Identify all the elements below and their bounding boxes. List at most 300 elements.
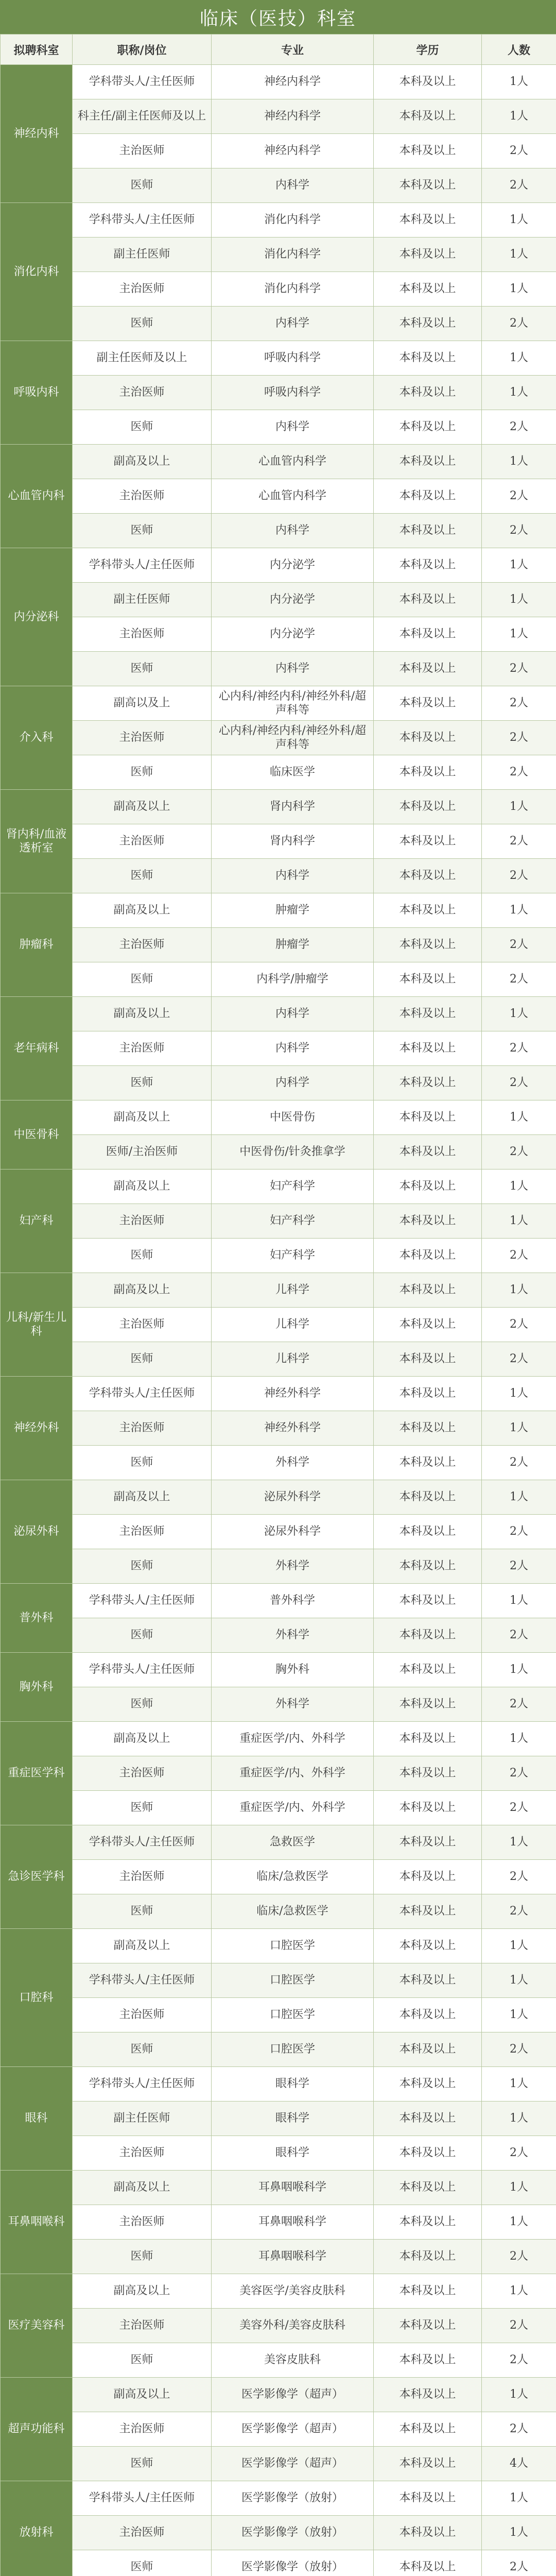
dept-cell: 神经外科 bbox=[1, 1377, 73, 1480]
position-cell: 主治医师 bbox=[73, 376, 212, 410]
dept-cell: 肿瘤科 bbox=[1, 893, 73, 997]
table-row bbox=[1, 1929, 556, 1963]
education-cell: 本科及以上 bbox=[374, 1031, 482, 1066]
major-cell: 美容外科/美容皮肤科 bbox=[212, 2309, 374, 2343]
education-cell: 本科及以上 bbox=[374, 99, 482, 134]
position-cell: 学科带头人/主任医师 bbox=[73, 1584, 212, 1618]
dept-cell: 医疗美容科 bbox=[1, 2274, 73, 2378]
table-row bbox=[1, 341, 556, 376]
education-cell: 本科及以上 bbox=[374, 1929, 482, 1963]
count-cell: 4人 bbox=[482, 2447, 556, 2481]
count-cell: 2人 bbox=[482, 2309, 556, 2343]
education-cell: 本科及以上 bbox=[374, 376, 482, 410]
table-row bbox=[1, 1446, 556, 1480]
position-cell: 医师 bbox=[73, 514, 212, 548]
table-row bbox=[1, 1791, 556, 1825]
table-row bbox=[1, 962, 556, 997]
count-cell: 2人 bbox=[482, 410, 556, 445]
major-cell: 泌尿外科学 bbox=[212, 1480, 374, 1515]
table-row bbox=[1, 1894, 556, 1929]
dept-cell: 口腔科 bbox=[1, 1929, 73, 2067]
table-row bbox=[1, 859, 556, 893]
position-cell: 医师 bbox=[73, 1791, 212, 1825]
table-row bbox=[1, 2067, 556, 2102]
position-cell: 学科带头人/主任医师 bbox=[73, 1653, 212, 1687]
count-cell: 1人 bbox=[482, 1377, 556, 1411]
count-cell: 1人 bbox=[482, 1584, 556, 1618]
position-cell: 主治医师 bbox=[73, 1756, 212, 1791]
count-cell: 1人 bbox=[482, 238, 556, 272]
table-row bbox=[1, 2378, 556, 2412]
education-cell: 本科及以上 bbox=[374, 2067, 482, 2102]
position-cell: 主治医师 bbox=[73, 1031, 212, 1066]
education-cell: 本科及以上 bbox=[374, 203, 482, 238]
count-cell: 2人 bbox=[482, 755, 556, 790]
education-cell: 本科及以上 bbox=[374, 1411, 482, 1446]
education-cell: 本科及以上 bbox=[374, 1135, 482, 1170]
count-cell: 2人 bbox=[482, 307, 556, 341]
education-cell: 本科及以上 bbox=[374, 2136, 482, 2171]
major-cell: 神经内科学 bbox=[212, 99, 374, 134]
position-cell: 医师 bbox=[73, 307, 212, 341]
major-cell: 外科学 bbox=[212, 1618, 374, 1653]
table-row bbox=[1, 721, 556, 755]
count-cell: 1人 bbox=[482, 617, 556, 652]
major-cell: 呼吸内科学 bbox=[212, 341, 374, 376]
count-cell: 1人 bbox=[482, 341, 556, 376]
major-cell: 妇产科学 bbox=[212, 1239, 374, 1273]
dept-cell: 肾内科/血液透析室 bbox=[1, 790, 73, 893]
education-cell: 本科及以上 bbox=[374, 1170, 482, 1204]
header-position: 职称/岗位 bbox=[73, 35, 212, 65]
major-cell: 泌尿外科学 bbox=[212, 1515, 374, 1549]
position-cell: 医师 bbox=[73, 1894, 212, 1929]
major-cell: 儿科学 bbox=[212, 1273, 374, 1308]
table-row bbox=[1, 2516, 556, 2550]
position-cell: 学科带头人/主任医师 bbox=[73, 548, 212, 583]
education-cell: 本科及以上 bbox=[374, 1618, 482, 1653]
education-cell: 本科及以上 bbox=[374, 2171, 482, 2205]
position-cell: 副高及以上 bbox=[73, 1929, 212, 1963]
dept-cell: 普外科 bbox=[1, 1584, 73, 1653]
major-cell: 心内科/神经内科/神经外科/超声科等 bbox=[212, 686, 374, 721]
count-cell: 1人 bbox=[482, 2205, 556, 2240]
table-row bbox=[1, 238, 556, 272]
position-cell: 医师 bbox=[73, 1618, 212, 1653]
position-cell: 副主任医师 bbox=[73, 583, 212, 617]
count-cell: 2人 bbox=[482, 2240, 556, 2274]
position-cell: 医师 bbox=[73, 2240, 212, 2274]
education-cell: 本科及以上 bbox=[374, 341, 482, 376]
major-cell: 胸外科 bbox=[212, 1653, 374, 1687]
education-cell: 本科及以上 bbox=[374, 2516, 482, 2550]
count-cell: 2人 bbox=[482, 1618, 556, 1653]
major-cell: 内科学 bbox=[212, 1066, 374, 1100]
education-cell: 本科及以上 bbox=[374, 2102, 482, 2136]
table-row bbox=[1, 1239, 556, 1273]
major-cell: 心内科/神经内科/神经外科/超声科等 bbox=[212, 721, 374, 755]
count-cell: 2人 bbox=[482, 2412, 556, 2447]
major-cell: 口腔医学 bbox=[212, 2032, 374, 2067]
table-row bbox=[1, 445, 556, 479]
position-cell: 主治医师 bbox=[73, 824, 212, 859]
table-row bbox=[1, 1066, 556, 1100]
major-cell: 耳鼻咽喉科学 bbox=[212, 2205, 374, 2240]
education-cell: 本科及以上 bbox=[374, 1687, 482, 1722]
education-cell: 本科及以上 bbox=[374, 1377, 482, 1411]
position-cell: 副高及以上 bbox=[73, 2171, 212, 2205]
position-cell: 医师 bbox=[73, 1549, 212, 1584]
count-cell: 2人 bbox=[482, 928, 556, 962]
education-cell: 本科及以上 bbox=[374, 65, 482, 99]
major-cell: 医学影像学（放射） bbox=[212, 2481, 374, 2516]
position-cell: 医师/主治医师 bbox=[73, 1135, 212, 1170]
table-row bbox=[1, 479, 556, 514]
table-row bbox=[1, 2171, 556, 2205]
count-cell: 2人 bbox=[482, 1894, 556, 1929]
count-cell: 2人 bbox=[482, 2343, 556, 2378]
count-cell: 1人 bbox=[482, 2274, 556, 2309]
position-cell: 主治医师 bbox=[73, 617, 212, 652]
position-cell: 医师 bbox=[73, 755, 212, 790]
major-cell: 普外科学 bbox=[212, 1584, 374, 1618]
count-cell: 2人 bbox=[482, 1239, 556, 1273]
count-cell: 2人 bbox=[482, 824, 556, 859]
education-cell: 本科及以上 bbox=[374, 1722, 482, 1756]
major-cell: 儿科学 bbox=[212, 1308, 374, 1342]
position-cell: 副高及以上 bbox=[73, 1480, 212, 1515]
major-cell: 内分泌学 bbox=[212, 548, 374, 583]
count-cell: 1人 bbox=[482, 1480, 556, 1515]
dept-cell: 消化内科 bbox=[1, 203, 73, 341]
count-cell: 2人 bbox=[482, 1446, 556, 1480]
major-cell: 肾内科学 bbox=[212, 824, 374, 859]
education-cell: 本科及以上 bbox=[374, 2378, 482, 2412]
header-major: 专业 bbox=[212, 35, 374, 65]
major-cell: 肾内科学 bbox=[212, 790, 374, 824]
major-cell: 内科学/肿瘤学 bbox=[212, 962, 374, 997]
education-cell: 本科及以上 bbox=[374, 479, 482, 514]
education-cell: 本科及以上 bbox=[374, 2032, 482, 2067]
education-cell: 本科及以上 bbox=[374, 1825, 482, 1860]
table-header-row bbox=[1, 35, 556, 65]
count-cell: 2人 bbox=[482, 721, 556, 755]
dept-cell: 重症医学科 bbox=[1, 1722, 73, 1825]
major-cell: 内分泌学 bbox=[212, 583, 374, 617]
count-cell: 1人 bbox=[482, 1825, 556, 1860]
table-row bbox=[1, 1618, 556, 1653]
position-cell: 科主任/副主任医师及以上 bbox=[73, 99, 212, 134]
major-cell: 口腔医学 bbox=[212, 1998, 374, 2032]
education-cell: 本科及以上 bbox=[374, 1100, 482, 1135]
header-education: 学历 bbox=[374, 35, 482, 65]
table-row bbox=[1, 2205, 556, 2240]
table-row bbox=[1, 686, 556, 721]
table-row bbox=[1, 893, 556, 928]
education-cell: 本科及以上 bbox=[374, 238, 482, 272]
education-cell: 本科及以上 bbox=[374, 859, 482, 893]
table-row bbox=[1, 134, 556, 168]
major-cell: 消化内科学 bbox=[212, 238, 374, 272]
major-cell: 外科学 bbox=[212, 1446, 374, 1480]
count-cell: 1人 bbox=[482, 376, 556, 410]
major-cell: 神经外科学 bbox=[212, 1377, 374, 1411]
major-cell: 口腔医学 bbox=[212, 1929, 374, 1963]
education-cell: 本科及以上 bbox=[374, 134, 482, 168]
count-cell: 2人 bbox=[482, 514, 556, 548]
table-row bbox=[1, 203, 556, 238]
major-cell: 内科学 bbox=[212, 1031, 374, 1066]
table-row bbox=[1, 65, 556, 99]
education-cell: 本科及以上 bbox=[374, 652, 482, 686]
dept-cell: 神经内科 bbox=[1, 65, 73, 203]
position-cell: 副主任医师 bbox=[73, 238, 212, 272]
major-cell: 肿瘤学 bbox=[212, 928, 374, 962]
position-cell: 副高及以上 bbox=[73, 2274, 212, 2309]
table-row bbox=[1, 824, 556, 859]
position-cell: 学科带头人/主任医师 bbox=[73, 1825, 212, 1860]
major-cell: 呼吸内科学 bbox=[212, 376, 374, 410]
major-cell: 重症医学/内、外科学 bbox=[212, 1722, 374, 1756]
dept-cell: 心血管内科 bbox=[1, 445, 73, 548]
position-cell: 主治医师 bbox=[73, 2136, 212, 2171]
major-cell: 内科学 bbox=[212, 514, 374, 548]
header-count: 人数 bbox=[482, 35, 556, 65]
position-cell: 医师 bbox=[73, 652, 212, 686]
position-cell: 副高以及上 bbox=[73, 686, 212, 721]
table-row bbox=[1, 2481, 556, 2516]
major-cell: 医学影像学（放射） bbox=[212, 2550, 374, 2576]
education-cell: 本科及以上 bbox=[374, 2550, 482, 2576]
table-row bbox=[1, 1342, 556, 1377]
table-row bbox=[1, 1963, 556, 1998]
education-cell: 本科及以上 bbox=[374, 1963, 482, 1998]
table-row bbox=[1, 1135, 556, 1170]
major-cell: 神经内科学 bbox=[212, 134, 374, 168]
count-cell: 1人 bbox=[482, 1963, 556, 1998]
education-cell: 本科及以上 bbox=[374, 962, 482, 997]
dept-cell: 呼吸内科 bbox=[1, 341, 73, 445]
position-cell: 副主任医师 bbox=[73, 2102, 212, 2136]
position-cell: 主治医师 bbox=[73, 2516, 212, 2550]
position-cell: 主治医师 bbox=[73, 272, 212, 307]
position-cell: 医师 bbox=[73, 1342, 212, 1377]
position-cell: 副高及以上 bbox=[73, 445, 212, 479]
major-cell: 儿科学 bbox=[212, 1342, 374, 1377]
major-cell: 医学影像学（放射） bbox=[212, 2516, 374, 2550]
major-cell: 妇产科学 bbox=[212, 1170, 374, 1204]
education-cell: 本科及以上 bbox=[374, 2447, 482, 2481]
count-cell: 2人 bbox=[482, 859, 556, 893]
table-row bbox=[1, 2274, 556, 2309]
table-row bbox=[1, 583, 556, 617]
major-cell: 临床/急救医学 bbox=[212, 1860, 374, 1894]
count-cell: 2人 bbox=[482, 1791, 556, 1825]
count-cell: 2人 bbox=[482, 1308, 556, 1342]
major-cell: 外科学 bbox=[212, 1549, 374, 1584]
dept-cell: 放射科 bbox=[1, 2481, 73, 2576]
education-cell: 本科及以上 bbox=[374, 1998, 482, 2032]
major-cell: 内科学 bbox=[212, 307, 374, 341]
dept-cell: 眼科 bbox=[1, 2067, 73, 2171]
count-cell: 1人 bbox=[482, 1722, 556, 1756]
position-cell: 副主任医师及以上 bbox=[73, 341, 212, 376]
count-cell: 1人 bbox=[482, 1998, 556, 2032]
position-cell: 主治医师 bbox=[73, 1204, 212, 1239]
education-cell: 本科及以上 bbox=[374, 514, 482, 548]
position-cell: 副高及以上 bbox=[73, 1100, 212, 1135]
count-cell: 2人 bbox=[482, 1066, 556, 1100]
major-cell: 消化内科学 bbox=[212, 272, 374, 307]
position-cell: 医师 bbox=[73, 1446, 212, 1480]
count-cell: 2人 bbox=[482, 2032, 556, 2067]
position-cell: 学科带头人/主任医师 bbox=[73, 1377, 212, 1411]
count-cell: 2人 bbox=[482, 2550, 556, 2576]
position-cell: 主治医师 bbox=[73, 1308, 212, 1342]
major-cell: 急救医学 bbox=[212, 1825, 374, 1860]
table-row bbox=[1, 1170, 556, 1204]
major-cell: 美容医学/美容皮肤科 bbox=[212, 2274, 374, 2309]
table-row bbox=[1, 1480, 556, 1515]
education-cell: 本科及以上 bbox=[374, 1204, 482, 1239]
table-row bbox=[1, 1653, 556, 1687]
major-cell: 中医骨伤/针灸推拿学 bbox=[212, 1135, 374, 1170]
major-cell: 耳鼻咽喉科学 bbox=[212, 2240, 374, 2274]
position-cell: 医师 bbox=[73, 168, 212, 203]
table-row bbox=[1, 1308, 556, 1342]
position-cell: 主治医师 bbox=[73, 2205, 212, 2240]
position-cell: 副高及以上 bbox=[73, 1722, 212, 1756]
major-cell: 中医骨伤 bbox=[212, 1100, 374, 1135]
position-cell: 副高及以上 bbox=[73, 997, 212, 1031]
major-cell: 妇产科学 bbox=[212, 1204, 374, 1239]
count-cell: 2人 bbox=[482, 1135, 556, 1170]
position-cell: 学科带头人/主任医师 bbox=[73, 65, 212, 99]
position-cell: 副高及以上 bbox=[73, 893, 212, 928]
count-cell: 1人 bbox=[482, 1273, 556, 1308]
count-cell: 1人 bbox=[482, 2102, 556, 2136]
position-cell: 主治医师 bbox=[73, 1860, 212, 1894]
major-cell: 肿瘤学 bbox=[212, 893, 374, 928]
major-cell: 内科学 bbox=[212, 859, 374, 893]
education-cell: 本科及以上 bbox=[374, 928, 482, 962]
count-cell: 1人 bbox=[482, 548, 556, 583]
count-cell: 1人 bbox=[482, 1100, 556, 1135]
major-cell: 神经外科学 bbox=[212, 1411, 374, 1446]
table-row bbox=[1, 928, 556, 962]
count-cell: 1人 bbox=[482, 272, 556, 307]
dept-cell: 急诊医学科 bbox=[1, 1825, 73, 1929]
table-row bbox=[1, 2447, 556, 2481]
table-row bbox=[1, 755, 556, 790]
dept-cell: 内分泌科 bbox=[1, 548, 73, 686]
major-cell: 消化内科学 bbox=[212, 203, 374, 238]
dept-cell: 耳鼻咽喉科 bbox=[1, 2171, 73, 2274]
table-row bbox=[1, 410, 556, 445]
table-row bbox=[1, 1584, 556, 1618]
table-row bbox=[1, 168, 556, 203]
education-cell: 本科及以上 bbox=[374, 997, 482, 1031]
education-cell: 本科及以上 bbox=[374, 824, 482, 859]
table-row bbox=[1, 1998, 556, 2032]
count-cell: 1人 bbox=[482, 2378, 556, 2412]
position-cell: 医师 bbox=[73, 2032, 212, 2067]
position-cell: 医师 bbox=[73, 1687, 212, 1722]
education-cell: 本科及以上 bbox=[374, 1239, 482, 1273]
position-cell: 医师 bbox=[73, 962, 212, 997]
table-row bbox=[1, 1377, 556, 1411]
position-cell: 学科带头人/主任医师 bbox=[73, 1963, 212, 1998]
count-cell: 1人 bbox=[482, 99, 556, 134]
position-cell: 医师 bbox=[73, 859, 212, 893]
count-cell: 2人 bbox=[482, 1549, 556, 1584]
education-cell: 本科及以上 bbox=[374, 445, 482, 479]
position-cell: 主治医师 bbox=[73, 1998, 212, 2032]
dept-cell: 超声功能科 bbox=[1, 2378, 73, 2481]
education-cell: 本科及以上 bbox=[374, 583, 482, 617]
major-cell: 医学影像学（超声） bbox=[212, 2378, 374, 2412]
table-row bbox=[1, 1411, 556, 1446]
count-cell: 1人 bbox=[482, 2067, 556, 2102]
count-cell: 2人 bbox=[482, 479, 556, 514]
count-cell: 2人 bbox=[482, 134, 556, 168]
count-cell: 1人 bbox=[482, 583, 556, 617]
count-cell: 1人 bbox=[482, 2171, 556, 2205]
position-cell: 主治医师 bbox=[73, 2309, 212, 2343]
position-cell: 医师 bbox=[73, 2343, 212, 2378]
position-cell: 主治医师 bbox=[73, 479, 212, 514]
position-cell: 副高及以上 bbox=[73, 1170, 212, 1204]
count-cell: 1人 bbox=[482, 1929, 556, 1963]
table-row bbox=[1, 2102, 556, 2136]
count-cell: 2人 bbox=[482, 686, 556, 721]
table-row bbox=[1, 1204, 556, 1239]
count-cell: 1人 bbox=[482, 1411, 556, 1446]
education-cell: 本科及以上 bbox=[374, 790, 482, 824]
page-title: 临床（医技）科室 bbox=[0, 0, 556, 34]
table-row bbox=[1, 2309, 556, 2343]
table-row bbox=[1, 1722, 556, 1756]
count-cell: 1人 bbox=[482, 203, 556, 238]
education-cell: 本科及以上 bbox=[374, 1446, 482, 1480]
table-row bbox=[1, 2240, 556, 2274]
dept-cell: 儿科/新生儿科 bbox=[1, 1273, 73, 1377]
major-cell: 神经内科学 bbox=[212, 65, 374, 99]
table-row bbox=[1, 548, 556, 583]
table-row bbox=[1, 1273, 556, 1308]
table-row bbox=[1, 652, 556, 686]
count-cell: 1人 bbox=[482, 790, 556, 824]
education-cell: 本科及以上 bbox=[374, 721, 482, 755]
education-cell: 本科及以上 bbox=[374, 2274, 482, 2309]
count-cell: 2人 bbox=[482, 1515, 556, 1549]
major-cell: 眼科学 bbox=[212, 2067, 374, 2102]
table-row bbox=[1, 997, 556, 1031]
education-cell: 本科及以上 bbox=[374, 2412, 482, 2447]
dept-cell: 老年病科 bbox=[1, 997, 73, 1100]
count-cell: 1人 bbox=[482, 1170, 556, 1204]
table-row bbox=[1, 514, 556, 548]
position-cell: 医师 bbox=[73, 1066, 212, 1100]
count-cell: 1人 bbox=[482, 2516, 556, 2550]
count-cell: 2人 bbox=[482, 2136, 556, 2171]
major-cell: 口腔医学 bbox=[212, 1963, 374, 1998]
count-cell: 1人 bbox=[482, 997, 556, 1031]
table-row bbox=[1, 2343, 556, 2378]
education-cell: 本科及以上 bbox=[374, 2343, 482, 2378]
education-cell: 本科及以上 bbox=[374, 1480, 482, 1515]
position-cell: 副高及以上 bbox=[73, 790, 212, 824]
